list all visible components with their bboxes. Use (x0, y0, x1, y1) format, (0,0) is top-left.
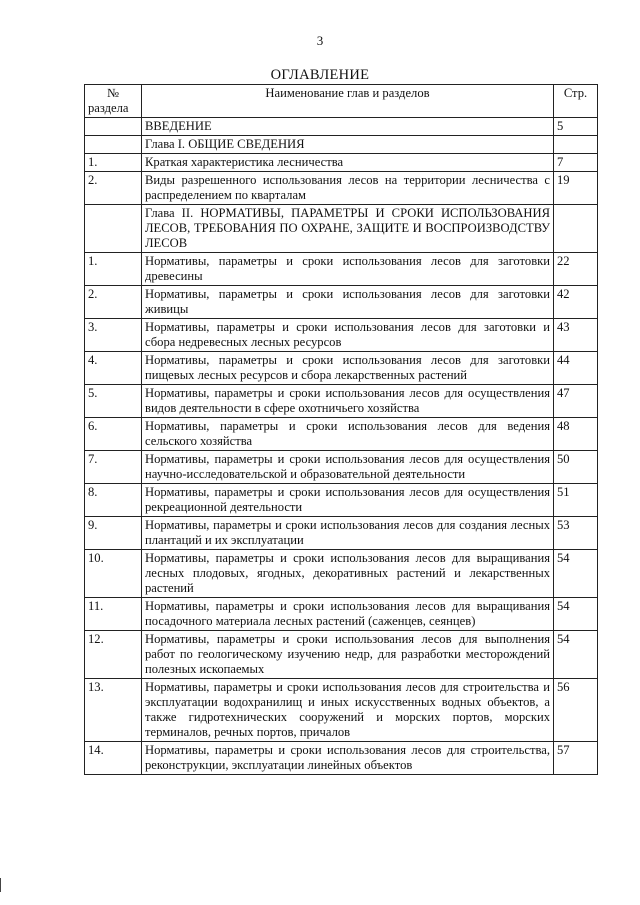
header-number-symbol: № (106, 86, 120, 100)
toc-row-page: 22 (554, 253, 598, 286)
header-page: Стр. (554, 85, 598, 118)
toc-row-title: Нормативы, параметры и сроки использования лесов для заготовки пищевых лесных ресурсов и сбора лекарственных растений (142, 352, 554, 385)
toc-row-title: Нормативы, параметры и сроки использования лесов для выращивания посадочного материала лесных растений (саженцев, сеянцев) (142, 598, 554, 631)
toc-row (85, 418, 598, 451)
header-section-name: Наименование глав и разделов (142, 85, 554, 118)
toc-row (85, 352, 598, 385)
toc-row-title: Нормативы, параметры и сроки использования лесов для выполнения работ по геологическому изучению недр, для разработки месторождений полезных ископаемых (142, 631, 554, 679)
toc-row-page: 5 (554, 118, 598, 136)
toc-row (85, 118, 598, 136)
toc-row (85, 286, 598, 319)
toc-row-number: 14. (85, 742, 142, 775)
toc-row (85, 631, 598, 679)
toc-row-number: 3. (85, 319, 142, 352)
toc-table (84, 84, 598, 775)
toc-row-title: Краткая характеристика лесничества (142, 154, 554, 172)
toc-header-row (85, 85, 598, 118)
page-number: 3 (316, 33, 324, 48)
toc-row-page: 54 (554, 550, 598, 598)
scan-edge-mark (0, 878, 7, 892)
toc-row (85, 679, 598, 742)
toc-row-title: Нормативы, параметры и сроки использования лесов для строительства и эксплуатации водохранилищ и иных искусственных водных объектов, а также гидротехнических сооружений и морских портов, морских терминалов, речных портов, причалов (142, 679, 554, 742)
toc-row-number: 12. (85, 631, 142, 679)
toc-row-number (85, 118, 142, 136)
toc-row-number: 1. (85, 154, 142, 172)
toc-row-number: 7. (85, 451, 142, 484)
toc-row-number (85, 205, 142, 253)
toc-row-page: 42 (554, 286, 598, 319)
toc-row-title: ВВЕДЕНИЕ (142, 118, 554, 136)
toc-row (85, 550, 598, 598)
header-section-number (85, 85, 142, 118)
toc-row-page: 50 (554, 451, 598, 484)
toc-row-title: Нормативы, параметры и сроки использования лесов для ведения сельского хозяйства (142, 418, 554, 451)
toc-row-title: Нормативы, параметры и сроки использования лесов для заготовки древесины (142, 253, 554, 286)
toc-row-title: Глава I. ОБЩИЕ СВЕДЕНИЯ (142, 136, 554, 154)
toc-row (85, 385, 598, 418)
toc-row-number: 5. (85, 385, 142, 418)
toc-row-page: 19 (554, 172, 598, 205)
toc-row-page (554, 136, 598, 154)
toc-row (85, 484, 598, 517)
header-number-label: раздела (88, 101, 129, 115)
toc-row-page: 53 (554, 517, 598, 550)
toc-row (85, 451, 598, 484)
toc-row-title: Виды разрешенного использования лесов на территории лесничества с распределением по кварталам (142, 172, 554, 205)
toc-row-title: Нормативы, параметры и сроки использования лесов для заготовки живицы (142, 286, 554, 319)
toc-row-title: Нормативы, параметры и сроки использования лесов для создания лесных плантаций и их эксплуатации (142, 517, 554, 550)
toc-row (85, 205, 598, 253)
toc-row (85, 517, 598, 550)
toc-row-title: Нормативы, параметры и сроки использования лесов для осуществления видов деятельности в сфере охотничьего хозяйства (142, 385, 554, 418)
toc-row-number: 11. (85, 598, 142, 631)
toc-row-page: 51 (554, 484, 598, 517)
toc-row-number: 10. (85, 550, 142, 598)
toc-row (85, 253, 598, 286)
toc-row-number: 6. (85, 418, 142, 451)
toc-row (85, 154, 598, 172)
toc-row-title: Нормативы, параметры и сроки использования лесов для осуществления научно-исследовательской и образовательной деятельности (142, 451, 554, 484)
toc-row-title: Нормативы, параметры и сроки использования лесов для заготовки и сбора недревесных лесных ресурсов (142, 319, 554, 352)
toc-row-page (554, 205, 598, 253)
toc-row-page: 44 (554, 352, 598, 385)
toc-row (85, 319, 598, 352)
toc-row (85, 136, 598, 154)
toc-row-number: 8. (85, 484, 142, 517)
toc-row-number: 1. (85, 253, 142, 286)
toc-row-page: 54 (554, 598, 598, 631)
toc-row-number: 13. (85, 679, 142, 742)
toc-row-page: 57 (554, 742, 598, 775)
toc-row (85, 172, 598, 205)
toc-row-title: Нормативы, параметры и сроки использования лесов для осуществления рекреационной деятельности (142, 484, 554, 517)
toc-row-page: 48 (554, 418, 598, 451)
toc-row-title: Нормативы, параметры и сроки использования лесов для выращивания лесных плодовых, ягодных, декоративных растений и лекарственных растений (142, 550, 554, 598)
toc-row-title: Глава II. НОРМАТИВЫ, ПАРАМЕТРЫ И СРОКИ ИСПОЛЬЗОВАНИЯ ЛЕСОВ, ТРЕБОВАНИЯ ПО ОХРАНЕ, ЗАЩИТЕ И ВОСПРОИЗВОДСТВУ ЛЕСОВ (142, 205, 554, 253)
toc-row-number: 4. (85, 352, 142, 385)
toc-row-number: 2. (85, 286, 142, 319)
toc-row-number (85, 136, 142, 154)
toc-row-page: 43 (554, 319, 598, 352)
toc-row-page: 7 (554, 154, 598, 172)
toc-row-number: 9. (85, 517, 142, 550)
toc-row-page: 47 (554, 385, 598, 418)
toc-row (85, 598, 598, 631)
toc-row-number: 2. (85, 172, 142, 205)
toc-row (85, 742, 598, 775)
page-title: ОГЛАВЛЕНИЕ (270, 67, 370, 83)
toc-row-page: 56 (554, 679, 598, 742)
toc-row-page: 54 (554, 631, 598, 679)
toc-row-title: Нормативы, параметры и сроки использования лесов для строительства, реконструкции, эксплуатации линейных объектов (142, 742, 554, 775)
